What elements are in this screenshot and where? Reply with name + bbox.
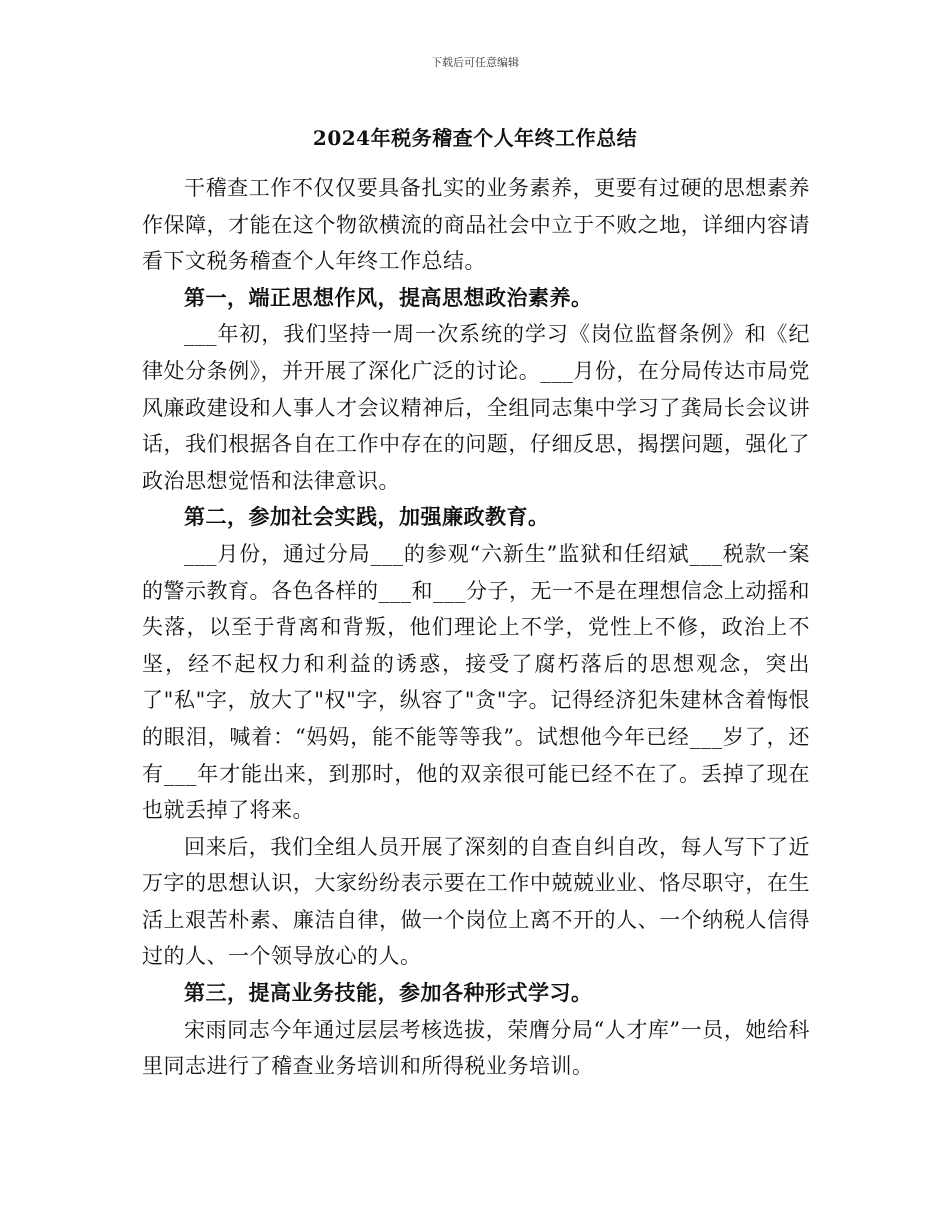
section-1-heading: 第一，端正思想作风，提高思想政治素养。 xyxy=(184,285,593,310)
section-3-heading: 第三，提高业务技能，参加各种形式学习。 xyxy=(184,981,593,1006)
section-1-paragraph: ___年初，我们坚持一周一次系统的学习《岗位监督条例》和《纪律处分条例》，并开展了深化广泛的讨论。___月份，在分局传达市局党风廉政建设和人事人才会议精神后，全组同志集中学习了龚局长会议讲话，我们根据各自在工作中存在的问题，仔细反思，揭摆问题，强化了政治思想觉悟和法律意识。 xyxy=(142,322,810,493)
document-title: 2024年税务稽查个人年终工作总结 xyxy=(312,126,638,150)
section-2-paragraph-2: 回来后，我们全组人员开展了深刻的自查自纠自改，每人写下了近万字的思想认识，大家纷纷表示要在工作中兢兢业业、恪尽职守，在生活上艰苦朴素、廉洁自律，做一个岗位上离不开的人、一个纳税人信得过的人、一个领导放心的人。 xyxy=(142,834,810,969)
section-3-paragraph: 宋雨同志今年通过层层考核选拔，荣膺分局“人才库”一员，她给科里同志进行了稽查业务培训和所得税业务培训。 xyxy=(142,1017,810,1079)
section-2-paragraph-1: ___月份，通过分局___的参观“六新生”监狱和任绍斌___税款一案的警示教育。各色各样的___和___分子，无一不是在理想信念上动摇和失落，以至于背离和背叛，他们理论上不学，党性上不修，政治上不坚，经不起权力和利益的诱惑，接受了腐朽落后的思想观念，突出了"私"字，放大了"权"字，纵容了"贪"字。记得经济犯朱建林含着悔恨的眼泪，喊着：“妈妈，能不能等等我”。试想他今年已经___岁了，还有___年才能出来，到那时，他的双亲很可能已经不在了。丢掉了现在也就丢掉了将来。 xyxy=(142,541,810,823)
intro-paragraph: 干稽查工作不仅仅要具备扎实的业务素养，更要有过硬的思想素养作保障，才能在这个物欲横流的商品社会中立于不败之地，详细内容请看下文税务稽查个人年终工作总结。 xyxy=(142,176,810,274)
document-body xyxy=(142,170,810,1085)
header-note: 下载后可任意编辑 xyxy=(431,56,519,69)
section-2-heading: 第二，参加社会实践，加强廉政教育。 xyxy=(184,505,550,530)
